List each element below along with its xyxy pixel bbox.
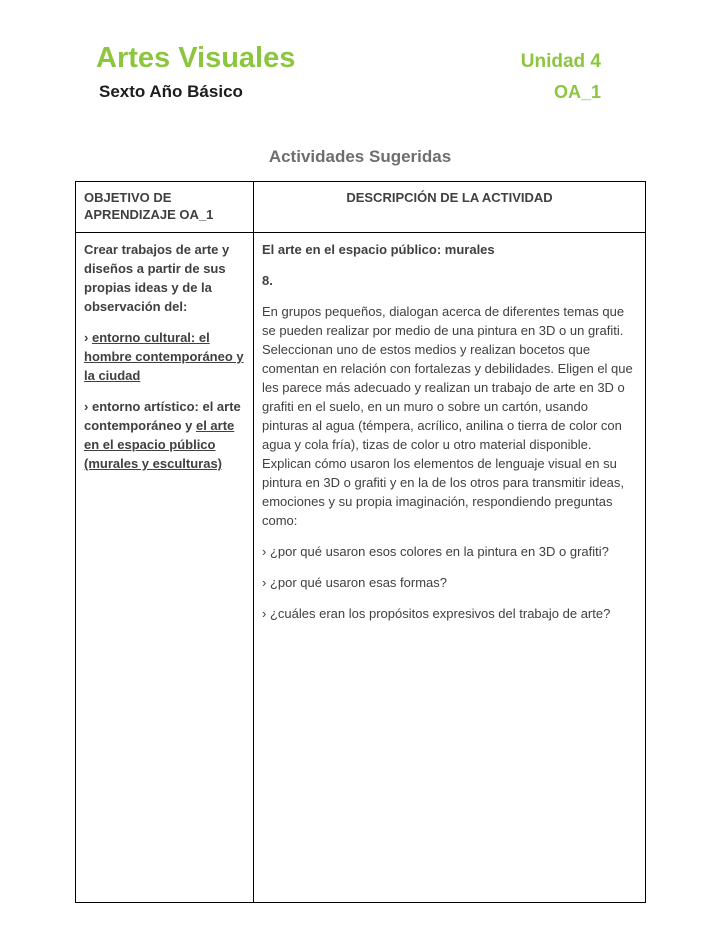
table-body-row bbox=[76, 233, 646, 903]
objective-bullet-2-underlined: el arte en el espacio público (murales y esculturas) bbox=[84, 418, 235, 471]
objective-cell bbox=[76, 233, 254, 903]
objective-bullet-2 bbox=[84, 397, 245, 473]
activity-question-1 bbox=[262, 542, 637, 561]
bullet-marker: › bbox=[84, 399, 89, 414]
oa-code-label: OA_1 bbox=[553, 82, 601, 102]
bullet-marker: › bbox=[262, 575, 267, 590]
objective-bullet-2-plain: entorno artístico: el arte contemporáneo y bbox=[84, 399, 241, 433]
table-header-row bbox=[76, 182, 646, 233]
bullet-marker: › bbox=[262, 606, 267, 621]
question-text: ¿por qué usaron esos colores en la pintura en 3D o grafiti? bbox=[269, 544, 609, 559]
question-text: ¿cuáles eran los propósitos expresivos del trabajo de arte? bbox=[269, 606, 611, 621]
question-text: ¿por qué usaron esas formas? bbox=[269, 575, 448, 590]
bullet-marker: › bbox=[262, 544, 267, 559]
activity-title: El arte en el espacio público: murales bbox=[262, 242, 495, 257]
activity-question-3 bbox=[262, 604, 637, 623]
objective-bullet-1 bbox=[84, 328, 245, 385]
activity-description-cell bbox=[254, 233, 646, 903]
document-subtitle: Sexto Año Básico bbox=[99, 82, 243, 101]
description-column-header: DESCRIPCIÓN DE LA ACTIVIDAD bbox=[254, 182, 646, 233]
objective-intro: Crear trabajos de arte y diseños a partir de sus propias ideas y de la observación del: bbox=[84, 242, 230, 314]
bullet-marker: › bbox=[84, 330, 89, 345]
activity-question-2 bbox=[262, 573, 637, 592]
unit-label: Unidad 4 bbox=[520, 51, 601, 72]
document-title: Artes Visuales bbox=[96, 42, 296, 74]
activities-table bbox=[75, 181, 646, 903]
activity-number: 8. bbox=[262, 273, 273, 288]
activity-body: En grupos pequeños, dialogan acerca de diferentes temas que se pueden realizar por medio de una pintura en 3D o un grafiti. Seleccionan uno de estos medios y realizan bocetos que comentan en relación con fortalezas y debilidades. Eligen el que les parece más adecuado y realizan un trabajo de arte en 3D o grafiti en el suelo, en un muro o sobre un cartón, usando pinturas al agua (témpera, acrílico, anilina o tierra de color con agua y cola fría), tizas de color u otro material disponible. Explican cómo usaron los elementos de lenguaje visual en su pintura en 3D o grafiti y en la de los otros para transmitir ideas, emociones y su propia imaginación, respondiendo preguntas como: bbox=[262, 304, 633, 528]
section-title: Actividades Sugeridas bbox=[268, 147, 452, 166]
objective-bullet-1-underlined: entorno cultural: el hombre contemporáneo y la ciudad bbox=[84, 330, 244, 383]
objective-column-header: OBJETIVO DE APRENDIZAJE OA_1 bbox=[76, 182, 254, 233]
